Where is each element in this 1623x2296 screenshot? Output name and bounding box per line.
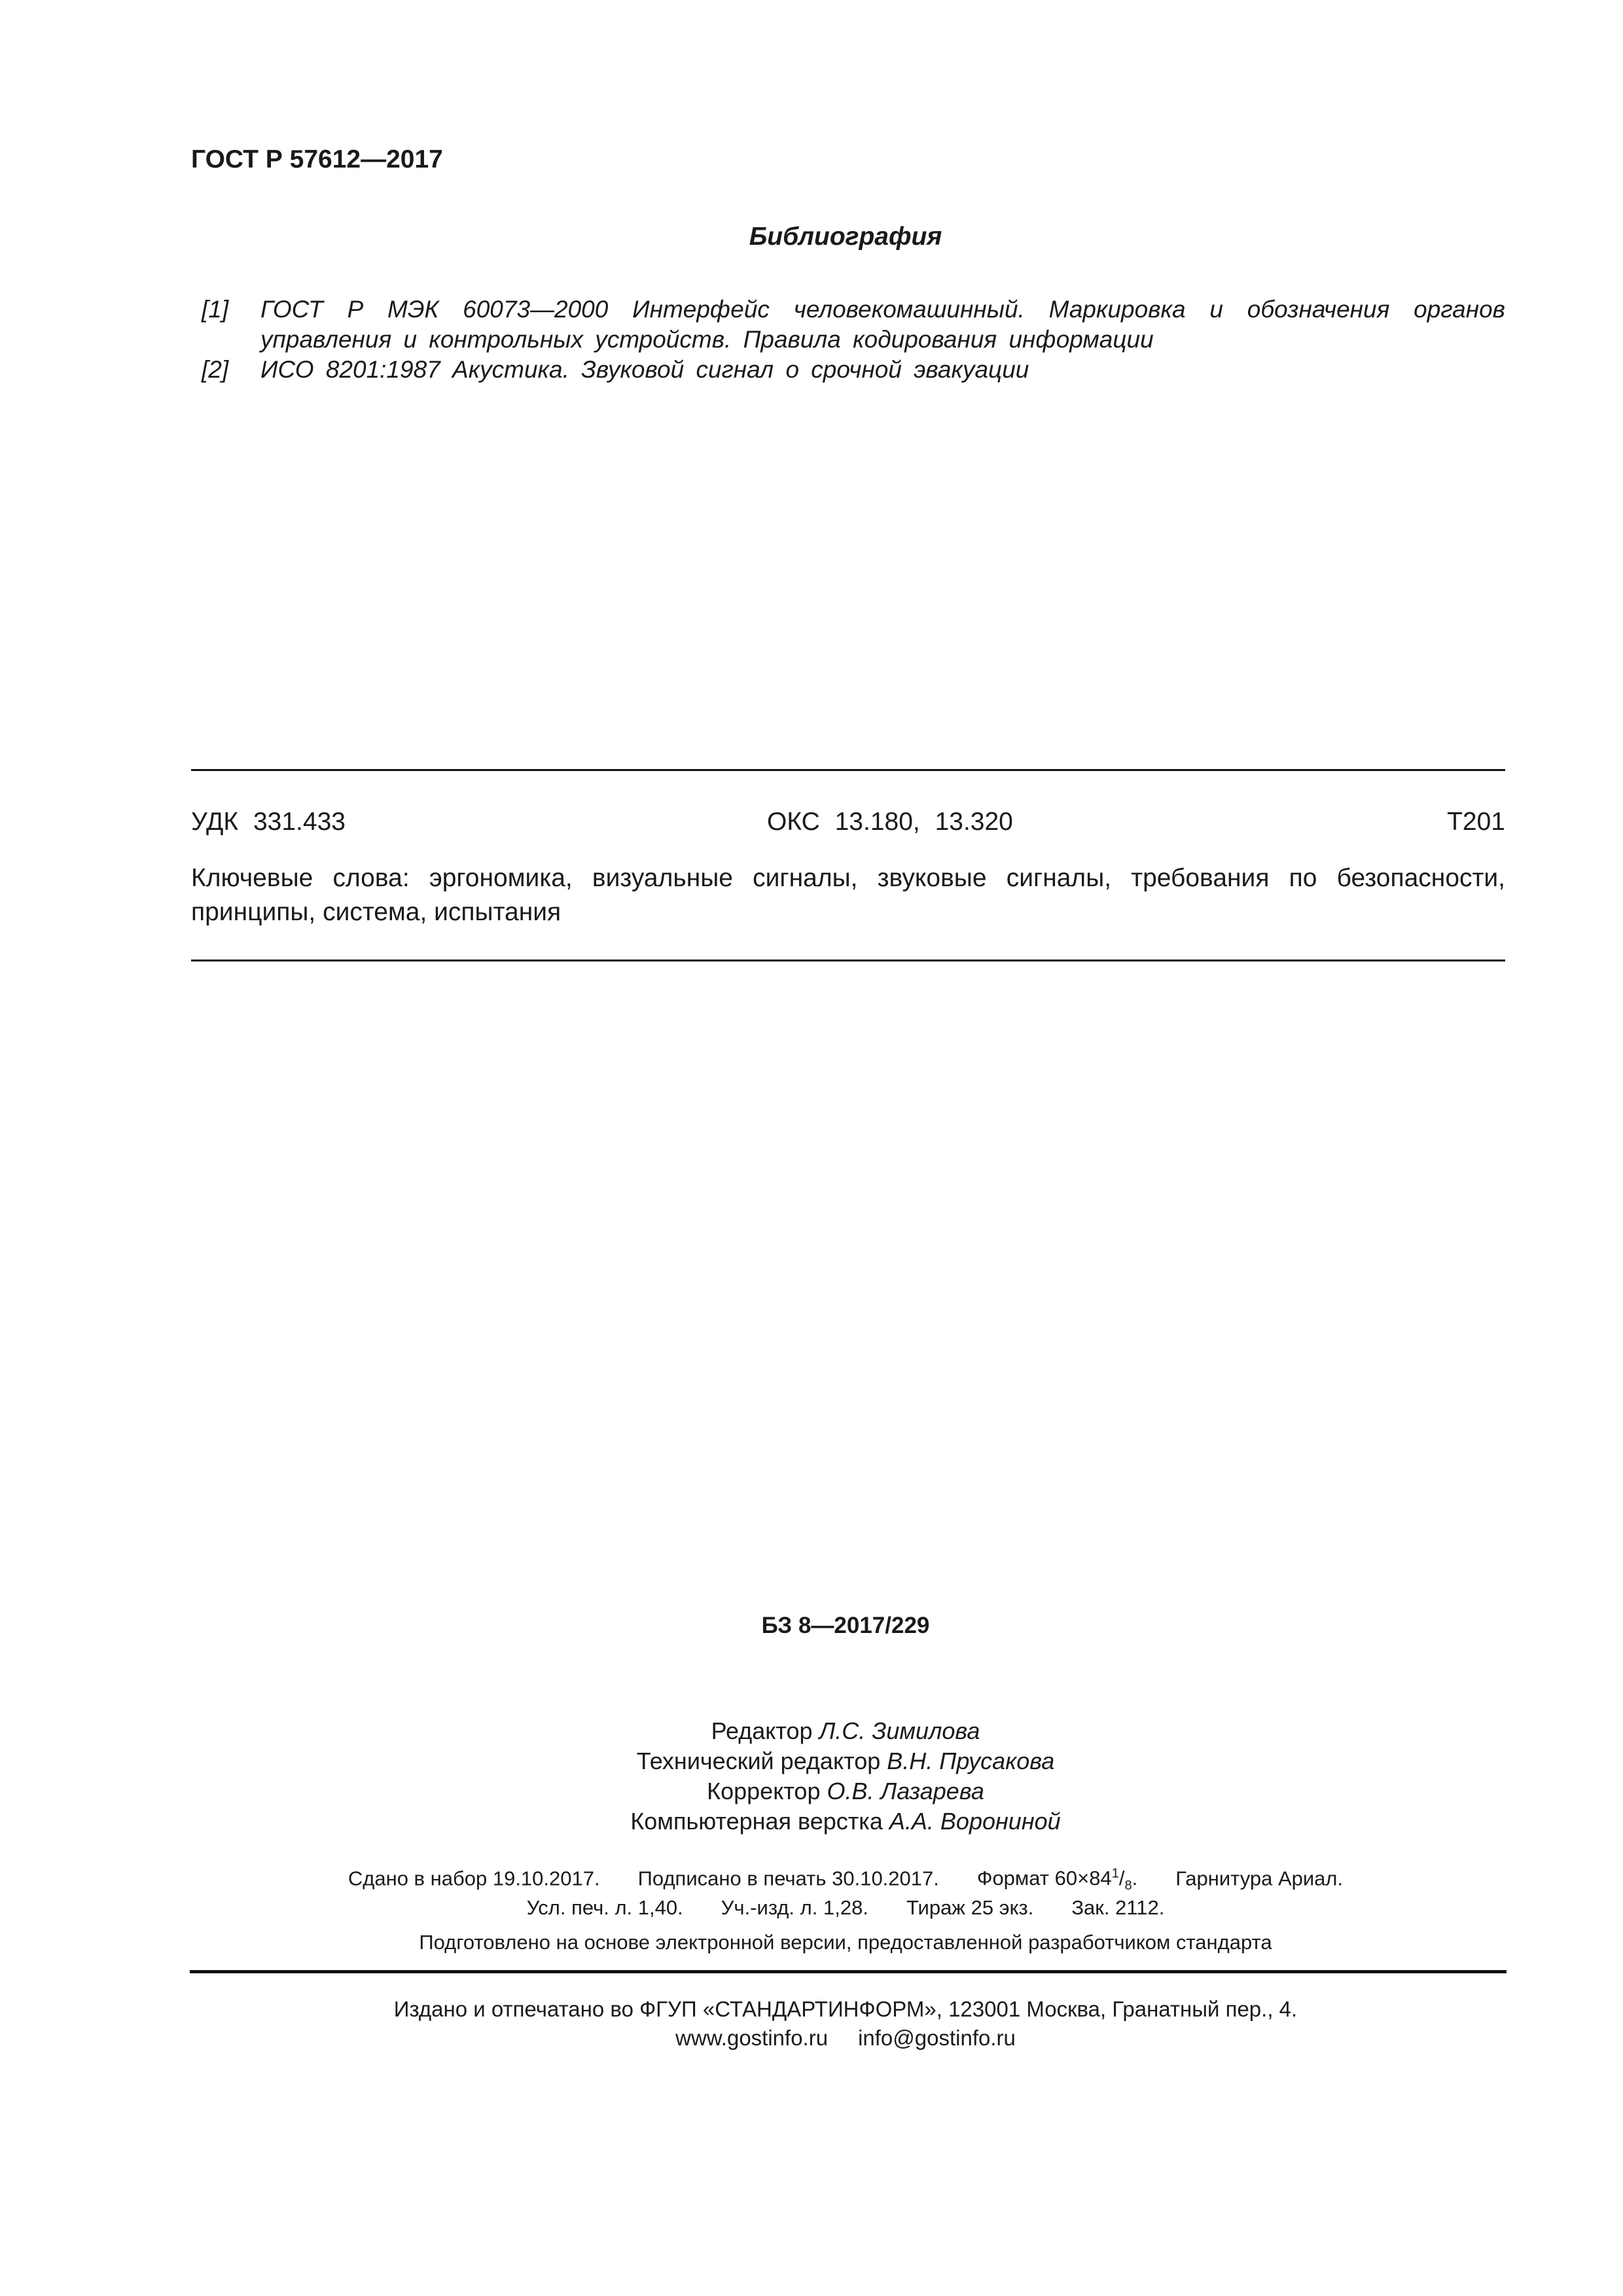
paper-format-suffix: . (1132, 1867, 1138, 1890)
editor-name: О.В. Лазарева (827, 1778, 984, 1804)
editor-role: Технический редактор (636, 1748, 881, 1774)
document-code: ГОСТ Р 57612—2017 (191, 145, 443, 173)
editor-name: В.Н. Прусакова (887, 1748, 1055, 1774)
editor-role: Редактор (711, 1717, 813, 1744)
divider-footer (190, 1970, 1507, 1973)
bibliography-item (202, 355, 1505, 385)
t-code: T201 (1447, 808, 1505, 836)
email-link[interactable]: info@gostinfo.ru (858, 2026, 1016, 2050)
keywords: Ключевые слова: эргономика, визуальные сигналы, звуковые сигналы, требования по безопасности, принципы, система, испытания (191, 864, 1505, 926)
publisher-line: Издано и отпечатано во ФГУП «СТАНДАРТИНФОРМ», 123001 Москва, Гранатный пер., 4. (393, 1997, 1298, 2021)
bibliography-item-number: [2] (202, 356, 229, 383)
bibliography-item (202, 295, 1505, 355)
oks-code: ОКС 13.180, 13.320 (767, 808, 1013, 836)
website-link[interactable]: www.gostinfo.ru (675, 2026, 829, 2050)
order-number: Зак. 2112. (1071, 1896, 1165, 1919)
editor-line (0, 1746, 1623, 1776)
bz-number: БЗ 8—2017/229 (761, 1613, 930, 1638)
paper-format-numerator: 1 (1111, 1867, 1119, 1881)
editor-role: Компьютерная верстка (630, 1808, 883, 1835)
bibliography-title: Библиография (749, 223, 942, 251)
submitted-date: Сдано в набор 19.10.2017. (348, 1867, 600, 1890)
publication-line-1 (0, 1867, 1623, 1894)
bibliography-item-text: ИСО 8201:1987 Акустика. Звуковой сигнал о срочной эвакуации (260, 356, 1029, 383)
editor-line (0, 1806, 1623, 1837)
publication-sheets: Уч.-изд. л. 1,28. (721, 1896, 868, 1919)
editor-name: Л.С. Зимилова (819, 1717, 980, 1744)
divider-bottom (191, 960, 1505, 961)
bibliography-list (202, 295, 1505, 385)
circulation: Тираж 25 экз. (906, 1896, 1034, 1919)
paper-format-denominator: 8 (1124, 1878, 1132, 1893)
paper-format-prefix: Формат 60×84 (976, 1867, 1112, 1890)
prepared-note: Подготовлено на основе электронной версии, предоставленной разработчиком стандарта (419, 1931, 1272, 1954)
print-sheets: Усл. печ. л. 1,40. (526, 1896, 683, 1919)
editor-line (0, 1776, 1623, 1806)
publication-line-2 (0, 1896, 1623, 1920)
editors-block (0, 1716, 1623, 1837)
classification-row (191, 808, 1505, 840)
editor-name: А.А. Ворониной (889, 1808, 1061, 1835)
typeface: Гарнитура Ариал. (1175, 1867, 1344, 1890)
bibliography-item-text: ГОСТ Р МЭК 60073—2000 Интерфейс человекомашинный. Маркировка и обозначения органов управления и контрольных устройств. Правила кодирования информации (260, 296, 1505, 353)
publisher-block (0, 1995, 1623, 2053)
paper-format: Формат $60\times 84^1/_8$. (976, 1867, 1138, 1893)
divider-top (191, 769, 1505, 771)
editor-role: Корректор (707, 1778, 821, 1804)
bibliography-item-number: [1] (202, 296, 229, 323)
editor-line (0, 1716, 1623, 1746)
udk-code: УДК 331.433 (191, 808, 346, 836)
publisher-contacts (0, 2024, 1623, 2053)
signed-date: Подписано в печать 30.10.2017. (637, 1867, 939, 1890)
